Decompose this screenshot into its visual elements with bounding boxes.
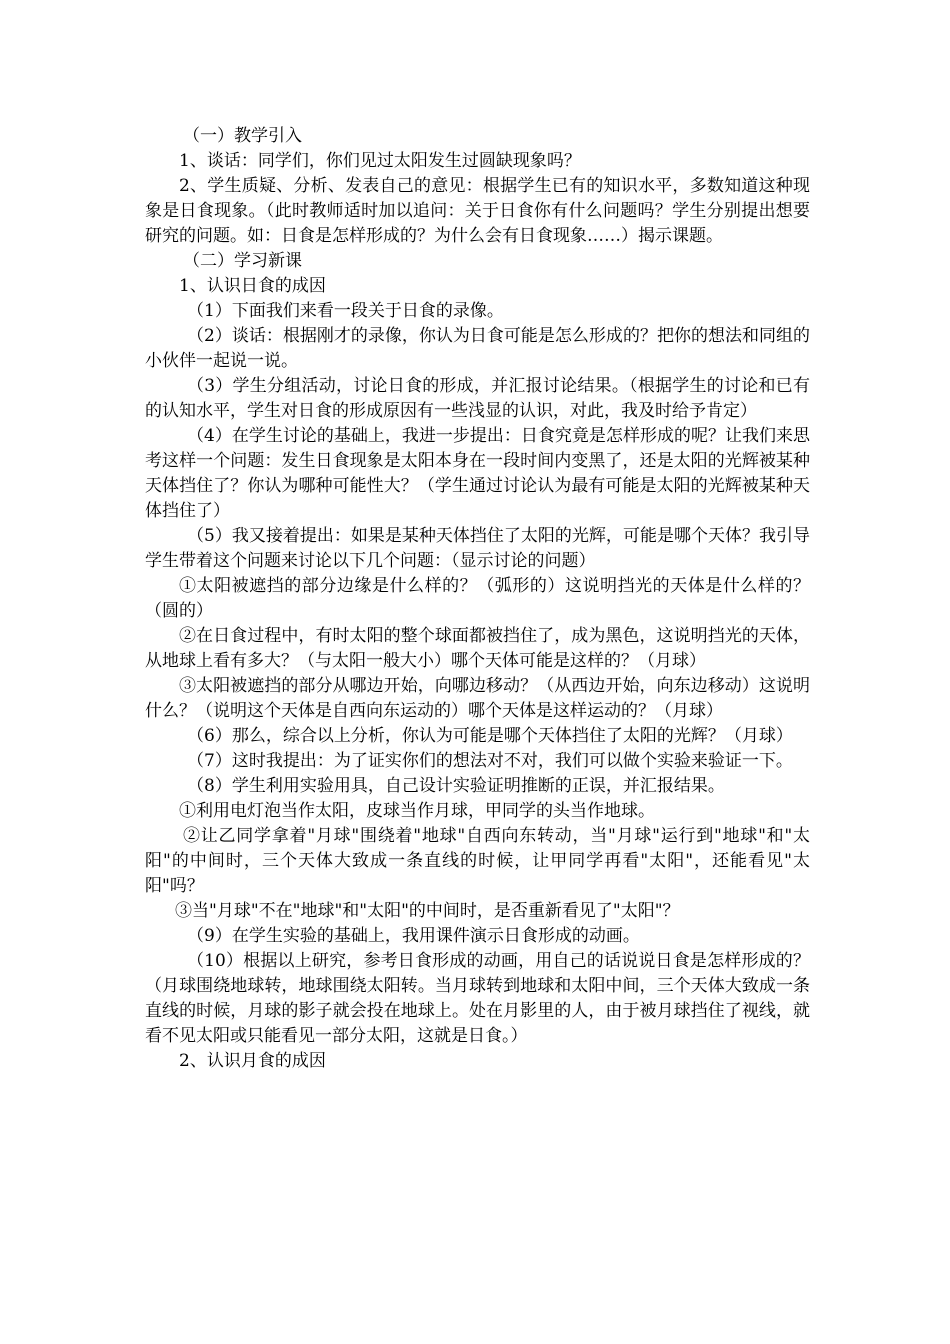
paragraph-section-1-heading: （一）教学引入 [183, 126, 302, 146]
paragraph-step-8: （8）学生利用实验用具，自己设计实验证明推断的正误，并汇报结果。 [187, 776, 725, 796]
paragraph-step-5: （5）我又接着提出：如果是某种天体挡住了太阳的光辉，可能是哪个天体？我引导学生带着这个问题来讨论以下几个问题：（显示讨论的问题） [145, 526, 810, 571]
paragraph-experiment-2: ②让乙同学拿着"月球"围绕着"地球"自西向东转动，当"月球"运行到"地球"和"太阳"的中间时，三个天体大致成一条直线的时候，让甲同学再看"太阳"，还能看见"太阳"吗？ [145, 826, 810, 896]
paragraph-question-3: ③太阳被遮挡的部分从哪边开始，向哪边移动？（从西边开始，向东边移动）这说明什么？（说明这个天体是自西向东运动的）哪个天体是这样运动的？（月球） [145, 676, 810, 721]
paragraph-step-1: （1）下面我们来看一段关于日食的录像。 [187, 301, 504, 321]
paragraph-intro-talk: 1、谈话：同学们，你们见过太阳发生过圆缺现象吗？ [179, 151, 581, 171]
paragraph-question-1: ①太阳被遮挡的部分边缘是什么样的？（弧形的）这说明挡光的天体是什么样的？（圆的） [145, 576, 810, 621]
paragraph-step-4: （4）在学生讨论的基础上，我进一步提出：日食究竟是怎样形成的呢？让我们来思考这样一个问题：发生日食现象是太阳本身在一段时间内变黑了，还是太阳的光辉被某种天体挡住了？你认为哪种可能性大？（学生通过讨论认为最有可能是太阳的光辉被某种天体挡住了） [145, 426, 810, 521]
paragraph-step-6: （6）那么，综合以上分析，你认为可能是哪个天体挡住了太阳的光辉？（月球） [187, 726, 793, 746]
paragraph-step-9: （9）在学生实验的基础上，我用课件演示日食形成的动画。 [187, 926, 640, 946]
paragraph-section-2-heading: （二）学习新课 [183, 251, 302, 271]
paragraph-experiment-1: ①利用电灯泡当作太阳，皮球当作月球，甲同学的头当作地球。 [179, 801, 655, 821]
document-body [145, 124, 810, 1074]
paragraph-step-2: （2）谈话：根据刚才的录像，你认为日食可能是怎么形成的？把你的想法和同组的小伙伴一起说一说。 [145, 326, 810, 371]
paragraph-intro-discuss: 2、学生质疑、分析、发表自己的意见：根据学生已有的知识水平，多数知道这种现象是日食现象。（此时教师适时加以追问：关于日食你有什么问题吗？学生分别提出想要研究的问题。如：日食是怎样形成的？为什么会有日食现象……）揭示课题。 [145, 176, 810, 246]
paragraph-lunar-eclipse-heading: 2、认识月食的成因 [179, 1051, 326, 1071]
paragraph-step-3: （3）学生分组活动，讨论日食的形成，并汇报讨论结果。（根据学生的讨论和已有的认知水平，学生对日食的形成原因有一些浅显的认识，对此，我及时给予肯定） [145, 376, 810, 421]
paragraph-solar-eclipse-heading: 1、认识日食的成因 [179, 276, 326, 296]
paragraph-step-10: （10）根据以上研究，参考日食形成的动画，用自己的话说说日食是怎样形成的？（月球围绕地球转，地球围绕太阳转。当月球转到地球和太阳中间，三个天体大致成一条直线的时候，月球的影子就会投在地球上。处在月影里的人，由于被月球挡住了视线，就看不见太阳或只能看见一部分太阳，这就是日食。） [145, 951, 810, 1046]
paragraph-experiment-3: ③当"月球"不在"地球"和"太阳"的中间时，是否重新看见了"太阳"？ [175, 901, 680, 921]
paragraph-question-2: ②在日食过程中，有时太阳的整个球面都被挡住了，成为黑色，这说明挡光的天体，从地球上看有多大？（与太阳一般大小）哪个天体可能是这样的？（月球） [145, 626, 810, 671]
paragraph-step-7: （7）这时我提出：为了证实你们的想法对不对，我们可以做个实验来验证一下。 [187, 751, 793, 771]
